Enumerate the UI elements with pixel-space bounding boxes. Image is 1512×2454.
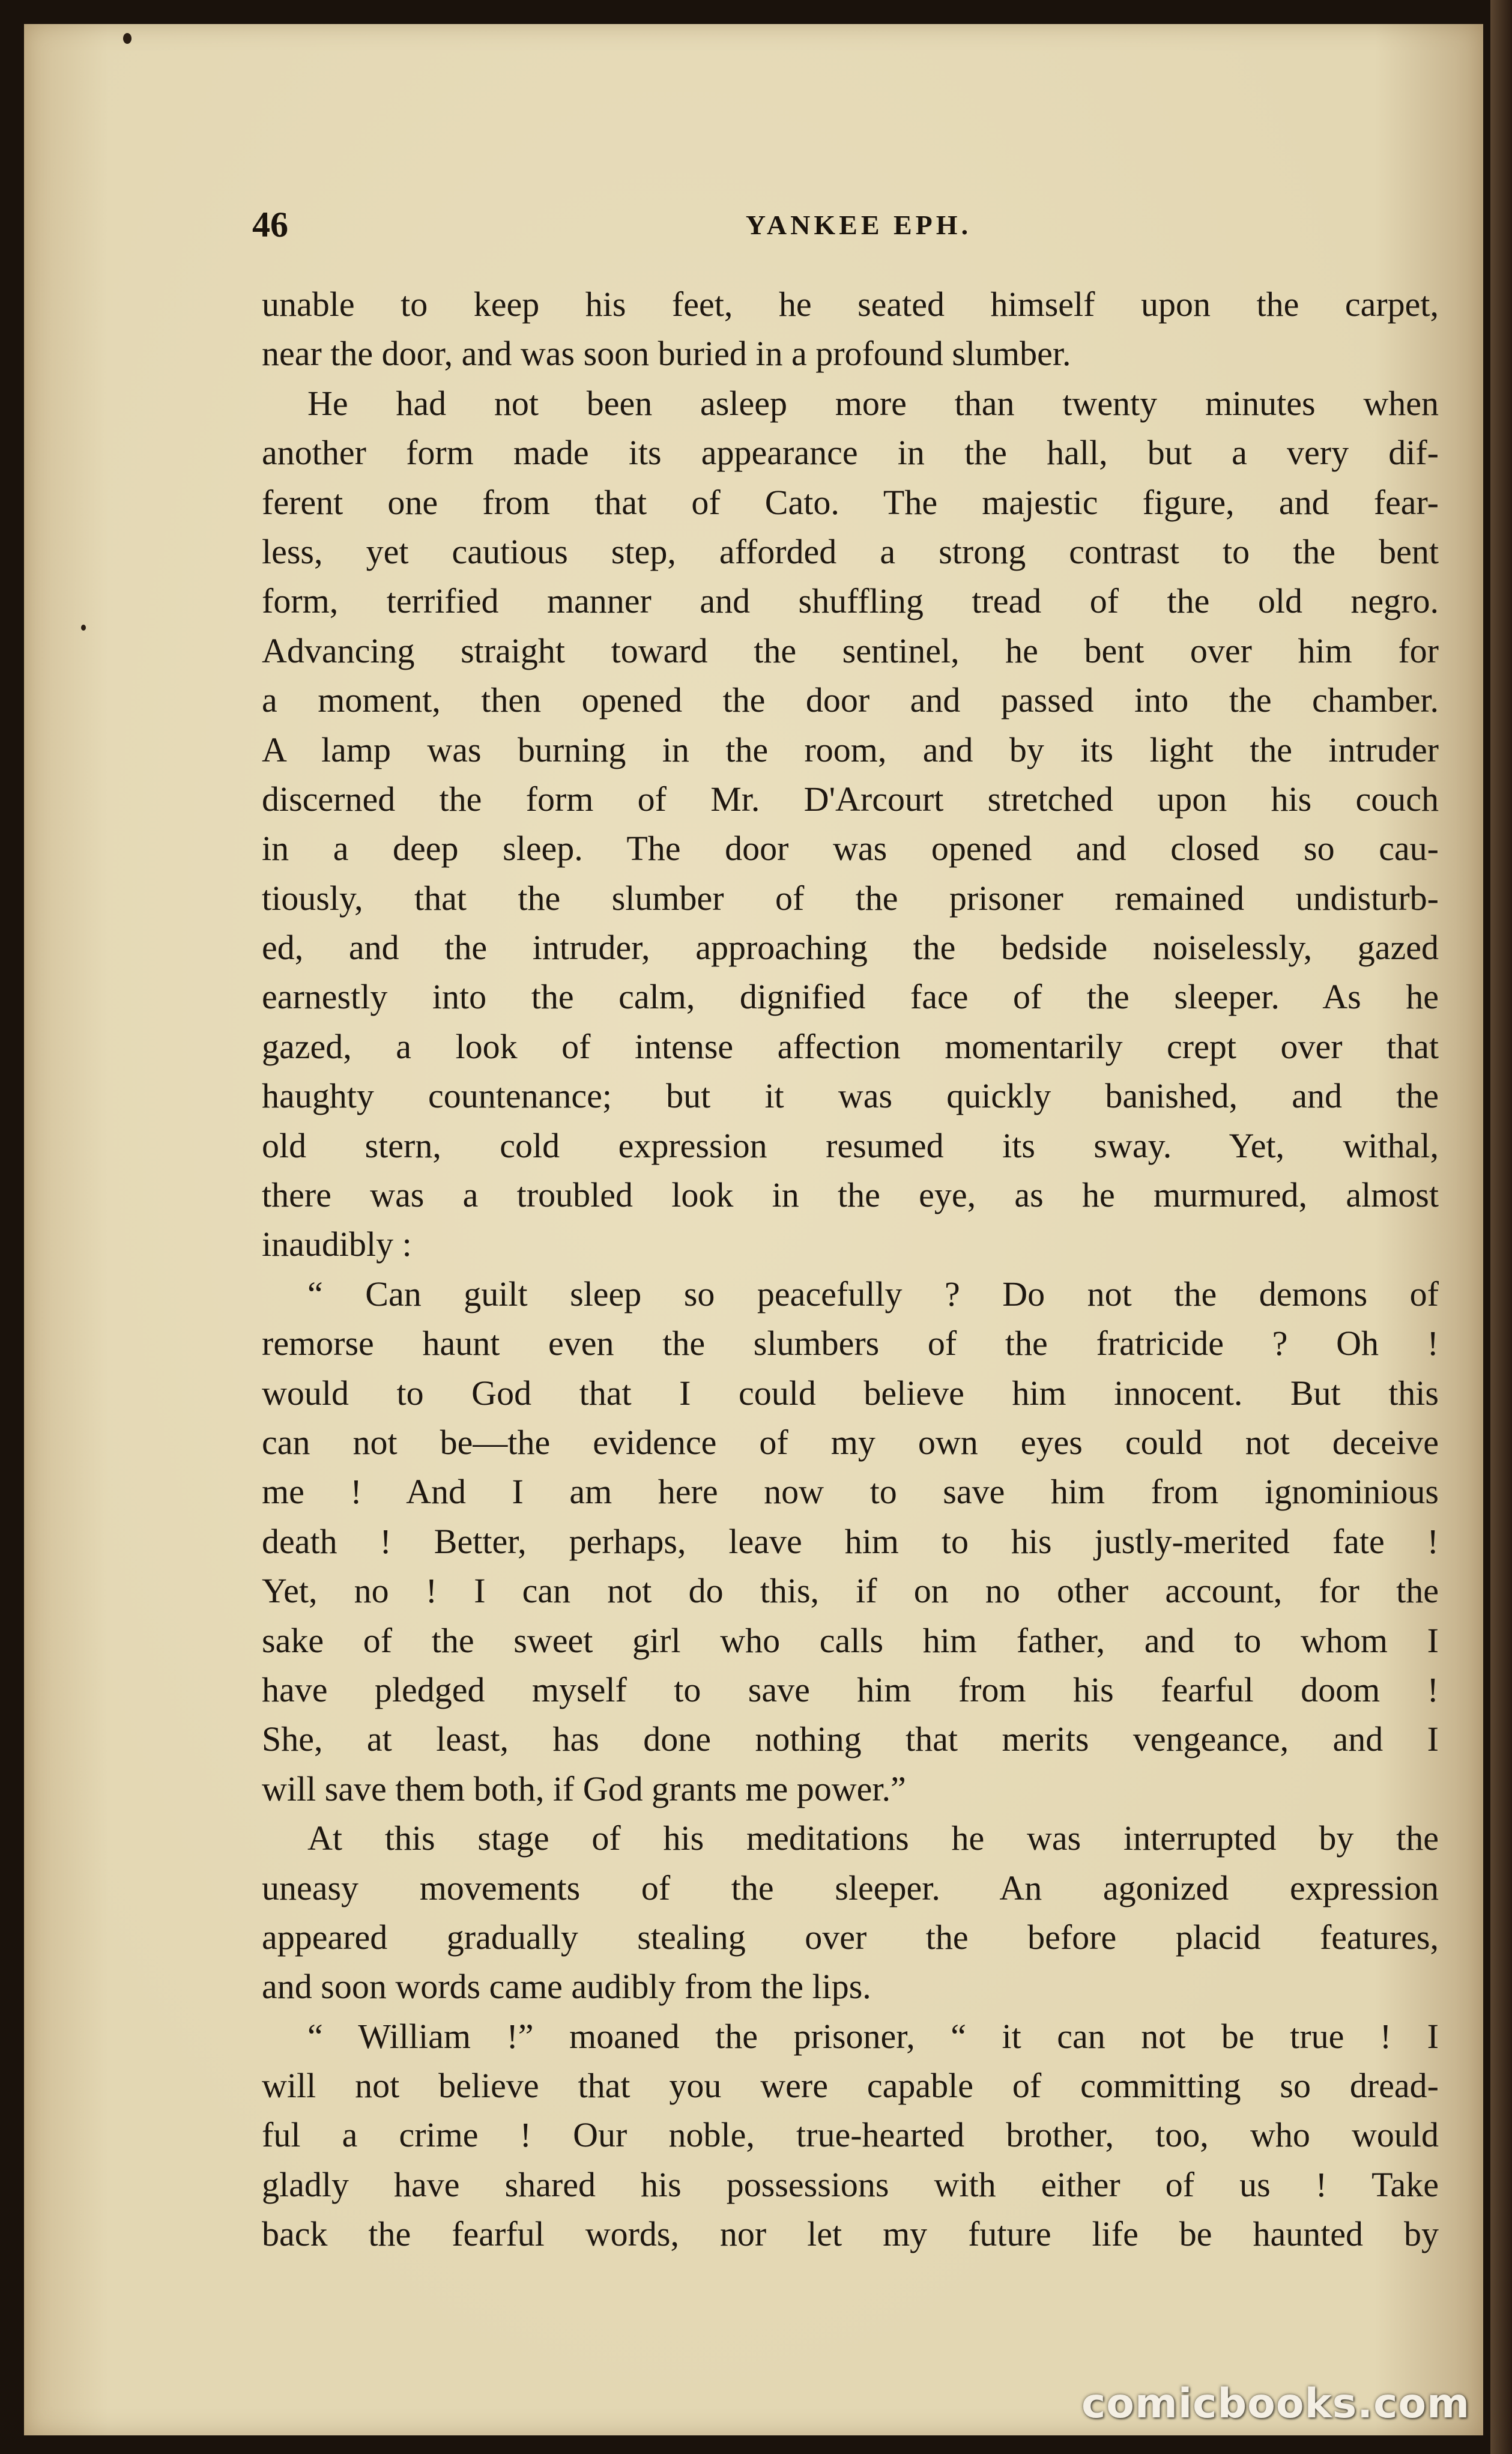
book-spine-edge <box>1490 0 1512 2454</box>
text-line: discerned the form of Mr. D'Arcourt stretched upon his couch <box>262 779 1439 819</box>
text-line: ferent one from that of Cato. The majestic figure, and fear- <box>262 482 1439 522</box>
text-line: appeared gradually stealing over the before placid features, <box>262 1917 1439 1957</box>
text-line: less, yet cautious step, afforded a strong contrast to the bent <box>262 532 1439 571</box>
text-line: “ William !” moaned the prisoner, “ it can not be true ! I <box>307 2016 1439 2056</box>
text-line: tiously, that the slumber of the prisoner remained undisturb- <box>262 878 1439 918</box>
text-line: sake of the sweet girl who calls him father, and to whom I <box>262 1620 1439 1660</box>
page-number: 46 <box>252 205 288 244</box>
text-line: there was a troubled look in the eye, as he murmured, almost <box>262 1175 1439 1215</box>
text-line: near the door, and was soon buried in a profound slumber. <box>262 334 1071 374</box>
text-line: another form made its appearance in the hall, but a very dif- <box>262 433 1439 473</box>
running-title: YANKEE EPH. <box>745 210 972 240</box>
text-line: ed, and the intruder, approaching the bedside noiselessly, gazed <box>262 928 1439 968</box>
watermark: comicbooks.com <box>1081 2380 1470 2428</box>
text-line: A lamp was burning in the room, and by its light the intruder <box>262 730 1439 769</box>
text-line: old stern, cold expression resumed its sway. Yet, withal, <box>262 1126 1439 1165</box>
text-line: Advancing straight toward the sentinel, he bent over him for <box>262 631 1439 670</box>
ink-speck <box>81 625 86 631</box>
text-line: haughty countenance; but it was quickly banished, and the <box>262 1076 1439 1116</box>
text-line: would to God that I could believe him innocent. But this <box>262 1373 1439 1413</box>
text-line: “ Can guilt sleep so peacefully ? Do not the demons of <box>307 1274 1439 1313</box>
text-line: gladly have shared his possessions with either of us ! Take <box>262 2165 1439 2204</box>
text-line: will save them both, if God grants me power.” <box>262 1769 906 1808</box>
text-line: me ! And I am here now to save him from ignominious <box>262 1472 1439 1512</box>
text-line: uneasy movements of the sleeper. An agonized expression <box>262 1868 1439 1907</box>
text-line: death ! Better, perhaps, leave him to his justly-merited fate ! <box>262 1521 1439 1561</box>
page-header <box>252 204 1465 252</box>
text-line: ful a crime ! Our noble, true-hearted brother, too, who would <box>262 2115 1439 2155</box>
text-line: have pledged myself to save him from his fearful doom ! <box>262 1670 1439 1709</box>
text-line: He had not been asleep more than twenty minutes when <box>307 383 1439 423</box>
text-line: unable to keep his feet, he seated himself upon the carpet, <box>262 285 1439 324</box>
text-line: will not believe that you were capable of committing so dread- <box>262 2066 1439 2106</box>
text-line: in a deep sleep. The door was opened and closed so cau- <box>262 829 1439 868</box>
text-line: form, terrified manner and shuffling tread of the old negro. <box>262 581 1439 621</box>
body-text <box>262 280 1439 2259</box>
text-line: back the fearful words, nor let my future life be haunted by <box>262 2214 1439 2254</box>
ink-speck <box>123 33 132 44</box>
text-line: remorse haunt even the slumbers of the fratricide ? Oh ! <box>262 1324 1439 1363</box>
text-line: can not be—the evidence of my own eyes could not deceive <box>262 1422 1439 1462</box>
text-line: a moment, then opened the door and passed into the chamber. <box>262 680 1439 720</box>
text-line: and soon words came audibly from the lips. <box>262 1967 871 2007</box>
text-line: She, at least, has done nothing that merits vengeance, and I <box>262 1719 1439 1759</box>
text-line: Yet, no ! I can not do this, if on no other account, for the <box>262 1571 1439 1611</box>
text-line: At this stage of his meditations he was interrupted by the <box>307 1819 1439 1858</box>
text-line: inaudibly : <box>262 1225 412 1264</box>
text-line: earnestly into the calm, dignified face of the sleeper. As he <box>262 977 1439 1017</box>
text-line: gazed, a look of intense affection momentarily crept over that <box>262 1026 1439 1066</box>
